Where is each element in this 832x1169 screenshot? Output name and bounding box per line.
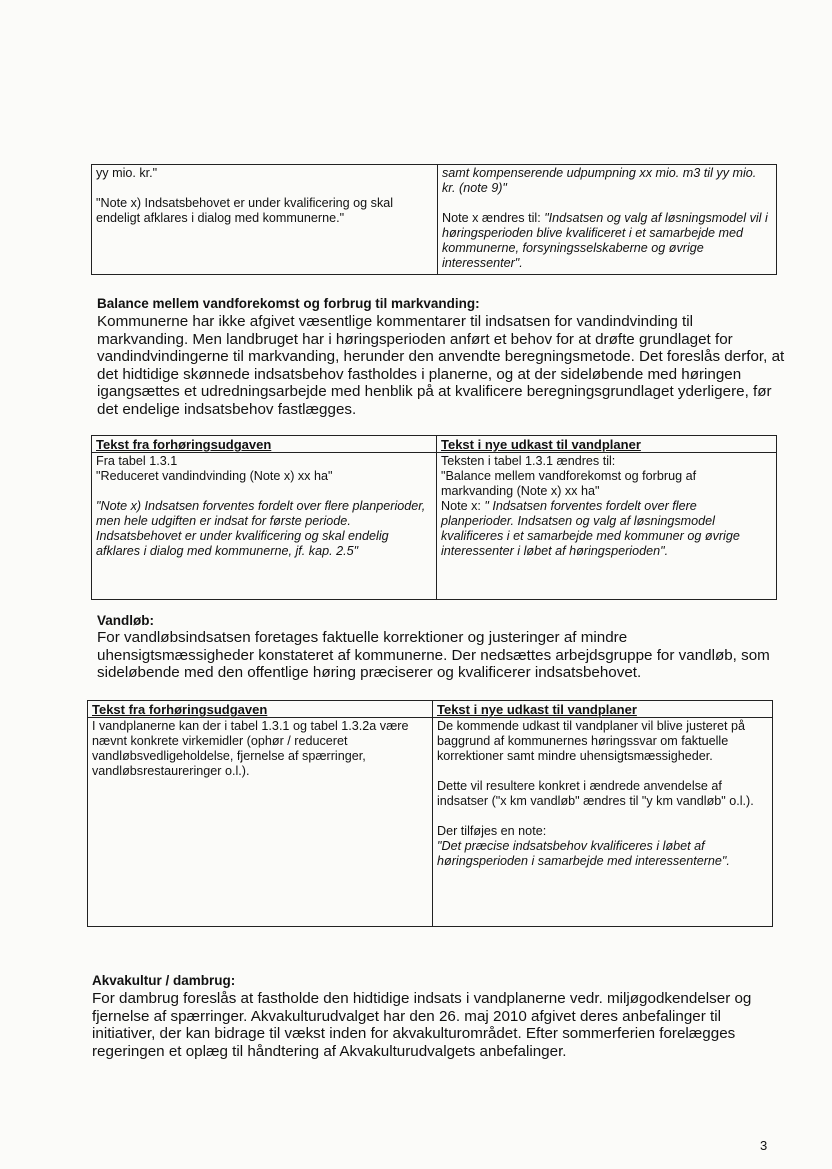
cell-text: samt kompenserende udpumpning xx mio. m3 til yy mio. kr. (note 9)"	[442, 166, 757, 195]
table-vandlob-left-cell	[88, 718, 433, 927]
table-vandlob	[87, 700, 773, 927]
cell-text: I vandplanerne kan der i tabel 1.3.1 og tabel 1.3.2a være nævnt konkrete virkemidler (ophør / reduceret vandløbsvedligeholdelse, fjernelse af spærringer, vandløbsrestaureringer o.l.).	[92, 719, 409, 778]
cell-text: yy mio. kr."	[96, 166, 158, 180]
cell-note: "Note x) Indsatsen forventes fordelt over flere planperioder, men hele udgiften er indsat for første periode. Indsatsbehovet er under kvalificering og skal endelig afklares i dialog med kommunerne, jf. kap. 2.5"	[96, 499, 426, 558]
note-italic: " Indsatsen forventes fordelt over flere planperioder. Indsatsen og valg af løsningsmodel kvalificeres i et samarbejde med kommuner og øvrige interessenter i løbet af høringsperioden".	[441, 499, 740, 558]
table-vandlob-right-cell	[433, 718, 773, 927]
column-header-left: Tekst fra forhøringsudgaven	[92, 436, 437, 453]
column-header-right: Tekst i nye udkast til vandplaner	[437, 436, 777, 453]
section-heading-markvanding: Balance mellem vandforekomst og forbrug til markvanding:	[97, 296, 480, 311]
cell-text: De kommende udkast til vandplaner vil blive justeret på baggrund af kommunernes høringssvar om faktuelle korrektioner samt mindre uhensigtsmæssigheder.	[437, 719, 746, 763]
note-prefix: Note x ændres til:	[442, 211, 545, 225]
cell-text: Dette vil resultere konkret i ændrede anvendelse af indsatser ("x km vandløb" ændres til "y km vandløb" o.l.).	[437, 779, 754, 808]
section-body-markvanding: Kommunerne har ikke afgivet væsentlige kommentarer til indsatsen for vandindvinding til markvanding. Men landbruget har i høringsperioden anført et behov for at drøfte grundlaget for vandindvindingerne til markvanding, herunder den anvendte beregningsmetode. Det foreslås derfor, at det hidtidige skønnede indsatsbehov fastholdes i planerne, og at der sideløbende med høringen igangsættes et udredningsarbejde med henblik på at kvalificere beregningsgrundlaget yderligere, før det endelige indsatsbehov fastlægges.	[97, 313, 785, 418]
table-continued	[91, 164, 777, 275]
cell-note: "Det præcise indsatsbehov kvalificeres i løbet af høringsperioden i samarbejde med interessenterne".	[437, 839, 730, 868]
table-markvanding-left-cell	[92, 453, 437, 600]
note-italic: "Indsatsen og valg af løsningsmodel vil i høringsperioden blive kvalificeret i et samarbejde med kommunerne, forsyningsselskaberne og øvrige interessenter".	[442, 211, 768, 270]
cell-text: Fra tabel 1.3.1	[96, 454, 178, 468]
section-heading-akvakultur: Akvakultur / dambrug:	[92, 973, 236, 988]
column-header-right: Tekst i nye udkast til vandplaner	[433, 701, 773, 718]
cell-text: Teksten i tabel 1.3.1 ændres til:	[441, 454, 616, 468]
table-continued-left-cell	[92, 165, 438, 275]
cell-text: "Balance mellem vandforekomst og forbrug af markvanding (Note x) xx ha"	[441, 469, 697, 498]
section-heading-vandlob: Vandløb:	[97, 613, 154, 628]
note-prefix: Note x:	[441, 499, 485, 513]
page-number: 3	[760, 1138, 768, 1153]
cell-text: "Reduceret vandindvinding (Note x) xx ha"	[96, 469, 333, 483]
section-body-vandlob: For vandløbsindsatsen foretages faktuelle korrektioner og justeringer af mindre uhensigtsmæssigheder konstateret af kommunerne. Der nedsættes arbejdsgruppe for vandløb, som sideløbende med den offentlige høring præciserer og kvalificerer indsatsbehovet.	[97, 629, 770, 681]
column-header-left: Tekst fra forhøringsudgaven	[88, 701, 433, 718]
cell-note: "Note x) Indsatsbehovet er under kvalificering og skal endeligt afklares i dialog med kommunerne."	[96, 196, 394, 225]
table-continued-right-cell	[438, 165, 777, 275]
section-body-akvakultur: For dambrug foreslås at fastholde den hidtidige indsats i vandplanerne vedr. miljøgodkendelser og fjernelse af spærringer. Akvakulturudvalget har den 26. maj 2010 afgivet deres anbefalinger til initiativer, der kan bidrage til vækst inden for akvakulturområdet. Efter sommerferien forelægges regeringen et oplæg til håndtering af Akvakulturudvalgets anbefalinger.	[92, 990, 752, 1060]
cell-text: Der tilføjes en note:	[437, 824, 547, 838]
cell-note	[441, 499, 771, 559]
cell-note	[442, 211, 771, 271]
table-markvanding	[91, 435, 777, 600]
table-markvanding-right-cell	[437, 453, 777, 600]
